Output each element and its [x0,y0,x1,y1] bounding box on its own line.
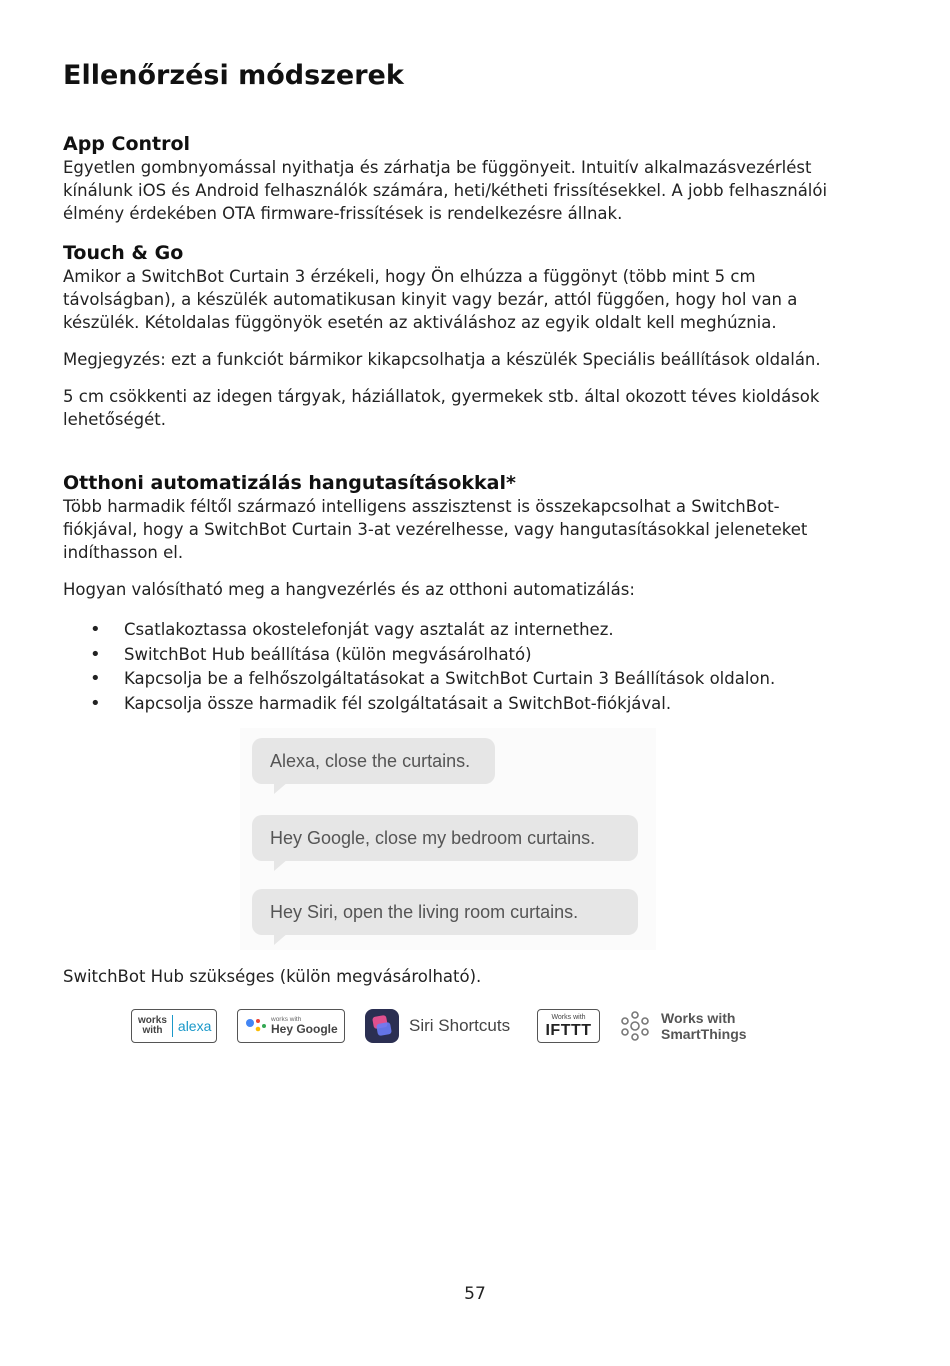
bubble-tail [274,782,288,794]
hub-note: SwitchBot Hub szükséges (külön megvásárolható). [63,967,482,986]
page-number: 57 [464,1284,486,1304]
shortcuts-icon [365,1009,399,1043]
google-brand: Hey Google [271,1022,338,1036]
section-heading: Touch & Go [63,242,184,264]
bubble-tail [274,859,288,871]
smartthings-logo [619,1009,764,1043]
section-touch-and-go [63,241,853,431]
voice-command-text: Hey Google, close my bedroom curtains. [270,828,596,848]
section-paragraph: Több harmadik féltől származó intelligens asszisztenst is összekapcsolhat a SwitchBot-fiókjával, hogy a SwitchBot Curtain 3-at vezérelhesse, vagy hangutasításokkal jeleneteket indíthasson el. [63,497,808,562]
section-home-automation [63,471,853,601]
list-item: • Csatlakoztassa okostelefonját vagy asztalát az internethez. [63,618,775,643]
bubble-tail [274,933,288,945]
section-heading: Otthoni automatizálás hangutasításokkal* [63,472,516,494]
setup-steps-list [63,618,775,716]
section-paragraph: Amikor a SwitchBot Curtain 3 érzékeli, hogy Ön elhúzza a függönyt (több mint 5 cm távolságban), a készülék automatikusan kinyit vagy bezár, attól függően, hogy hol van a készülék. Kétoldalas függönyök esetén az aktiváláshoz az egyik oldalt kell meghúznia. [63,267,798,332]
list-item: • Kapcsolja össze harmadik fél szolgáltatásait a SwitchBot-fiókjával. [63,692,775,717]
smartthings-icon [619,1010,651,1042]
voice-command-text: Hey Siri, open the living room curtains. [270,902,579,922]
section-note: Megjegyzés: ezt a funkciót bármikor kikapcsolhatja a készülék Speciális beállítások oldalán. [63,350,821,369]
siri-shortcuts-label: Siri Shortcuts [409,1016,511,1035]
alexa-logo [131,1009,217,1043]
voice-command-illustration [240,728,656,950]
google-works-with: works with [271,1016,302,1023]
divider [172,1015,173,1037]
voice-bubble-alexa [252,738,495,784]
smartthings-works-with: Works with [661,1010,736,1026]
google-logo [237,1009,345,1043]
list-item: • SwitchBot Hub beállítása (külön megvásárolható) [63,643,775,668]
ifttt-works-with: Works with [551,1013,586,1021]
section-app-control [63,132,853,225]
section-paragraph: Egyetlen gombnyomással nyithatja és zárhatja be függönyeit. Intuitív alkalmazásvezérlést kínálunk iOS és Android felhasználók számára, heti/kétheti frissítésekkel. A jobb felhasználói élmény érdekében OTA firmware-frissítések is rendelkezésre állnak. [63,158,828,223]
smartthings-brand: SmartThings [661,1026,747,1042]
voice-command-text: Alexa, close the curtains. [270,751,471,771]
alexa-works-with: works with [138,1015,167,1036]
ifttt-brand: IFTTT [545,1021,592,1039]
page-title: Ellenőrzési módszerek [63,60,404,91]
section-paragraph: Hogyan valósítható meg a hangvezérlés és az otthoni automatizálás: [63,580,635,599]
siri-shortcuts-logo [365,1009,520,1043]
voice-bubble-siri [252,889,638,935]
alexa-brand: alexa [177,1018,212,1034]
list-item: • Kapcsolja be a felhőszolgáltatásokat a SwitchBot Curtain 3 Beállítások oldalon. [63,667,775,692]
section-heading: App Control [63,133,191,155]
integration-logos [67,1004,767,1050]
voice-bubble-google [252,815,638,861]
ifttt-logo [537,1009,600,1043]
section-paragraph: 5 cm csökkenti az idegen tárgyak, háziállatok, gyermekek stb. által okozott téves kioldások lehetőségét. [63,387,820,429]
google-assistant-icon [245,1017,267,1035]
